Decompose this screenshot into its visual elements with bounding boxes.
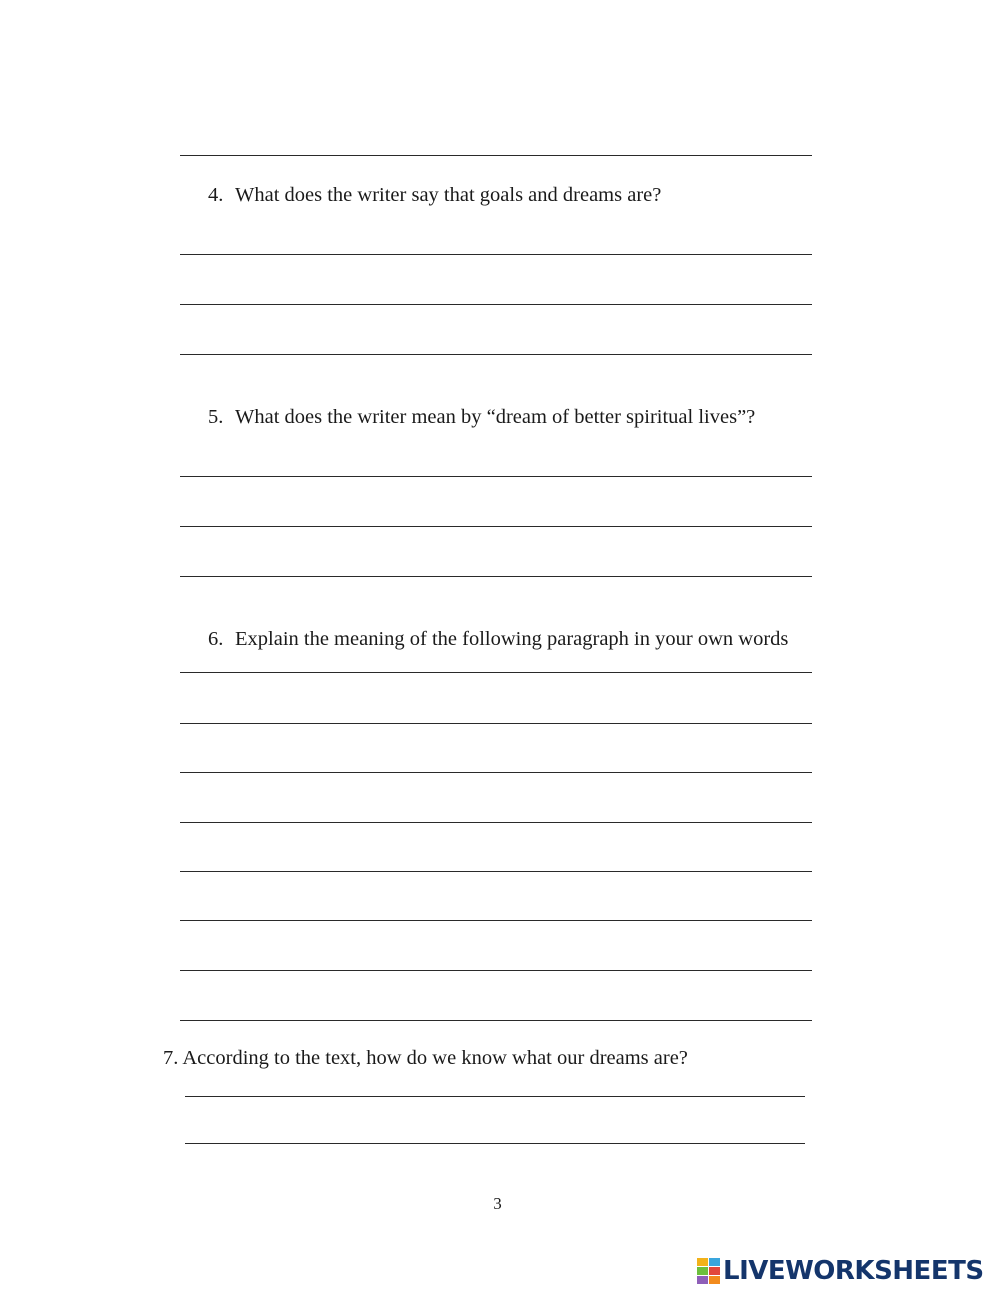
logo-blocks-icon — [697, 1258, 721, 1284]
answer-line[interactable] — [180, 723, 812, 724]
answer-line[interactable] — [180, 920, 812, 921]
answer-line[interactable] — [180, 576, 812, 577]
answer-line[interactable] — [185, 1096, 805, 1097]
answer-line[interactable] — [180, 476, 812, 477]
question-5 — [208, 406, 755, 429]
question-number: 6. — [208, 628, 224, 650]
answer-line[interactable] — [180, 871, 812, 872]
page-number: 3 — [493, 1194, 502, 1213]
question-number: 4. — [208, 184, 224, 206]
answer-line[interactable] — [180, 526, 812, 527]
liveworksheets-logo — [697, 1256, 984, 1286]
question-number: 5. — [208, 406, 224, 428]
question-number: 7. — [163, 1047, 179, 1069]
answer-line[interactable] — [185, 1143, 805, 1144]
question-text: According to the text, how do we know what our dreams are? — [182, 1047, 688, 1069]
answer-line[interactable] — [180, 354, 812, 355]
question-text: What does the writer say that goals and dreams are? — [235, 184, 662, 206]
question-text: Explain the meaning of the following paragraph in your own words — [235, 628, 789, 650]
answer-line[interactable] — [180, 304, 812, 305]
answer-line[interactable] — [180, 155, 812, 156]
brand-name: LIVEWORKSHEETS — [723, 1256, 984, 1286]
answer-line[interactable] — [180, 970, 812, 971]
question-text: What does the writer mean by “dream of better spiritual lives”? — [235, 406, 756, 428]
answer-line[interactable] — [180, 672, 812, 673]
answer-line[interactable] — [180, 254, 812, 255]
question-6 — [208, 628, 788, 651]
answer-line[interactable] — [180, 822, 812, 823]
answer-line[interactable] — [180, 772, 812, 773]
answer-line[interactable] — [180, 1020, 812, 1021]
question-4 — [208, 184, 661, 207]
question-7 — [163, 1047, 688, 1070]
